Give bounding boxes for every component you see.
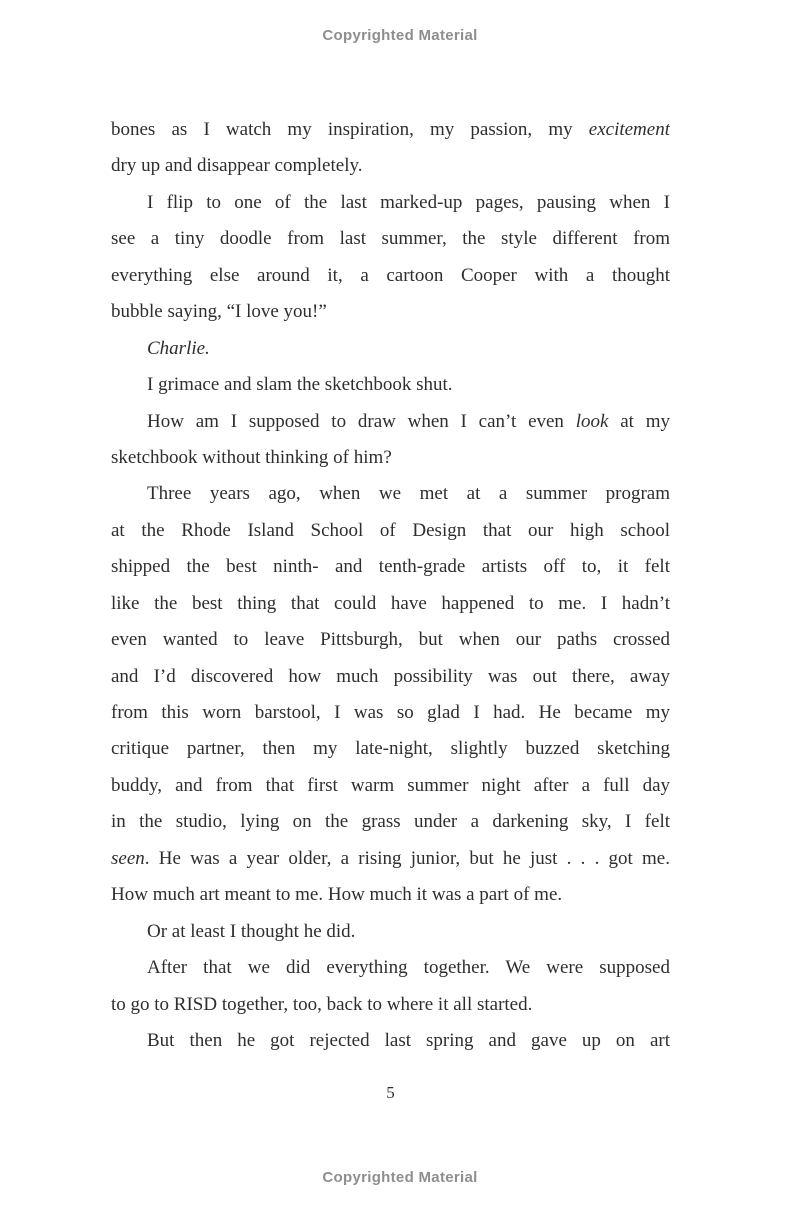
body-text: even wanted to leave Pittsburgh, but when our paths crossed [111,629,670,651]
page-body [111,112,670,1059]
text-line [111,731,670,767]
text-line [111,476,670,512]
body-text: like the best thing that could have happened to me. I hadn’t [111,592,670,614]
body-text: to go to RISD together, too, back to where it all started. [111,993,533,1015]
body-text: shipped the best ninth- and tenth-grade artists off to, it felt [111,556,670,578]
copyright-footer: Copyrighted Material [322,1169,478,1186]
body-text: sketchbook without thinking of him? [111,446,392,468]
text-line [111,148,670,184]
body-text: bones as I watch my inspiration, my passion, my [111,119,589,140]
body-text: bubble saying, “I love you!” [111,301,327,323]
italic-text: look [575,410,609,432]
text-line [111,914,670,950]
text-line [111,586,670,622]
body-text: everything else around it, a cartoon Cooper with a thought [111,264,670,286]
body-text: I flip to one of the last marked-up pages, pausing when I [147,191,670,213]
body-text: see a tiny doodle from last summer, the style different from [111,228,670,250]
body-text: in the studio, lying on the grass under a darkening sky, I felt [111,811,670,833]
text-line [111,367,670,403]
text-line [111,404,670,440]
text-line [111,221,670,257]
text-line [111,877,670,913]
body-text: at the Rhode Island School of Design that our high school [111,519,670,541]
body-text: . He was a year older, a rising junior, but he just . . . got me. [144,847,670,869]
body-text: I grimace and slam the sketchbook shut. [147,374,453,396]
text-line [111,804,670,840]
text-line [111,622,670,658]
text-line [111,513,670,549]
text-line [111,331,670,367]
copyright-header: Copyrighted Material [322,27,478,44]
text-line [111,549,670,585]
page-number: 5 [386,1083,395,1102]
text-line [111,695,670,731]
text-line [111,987,670,1023]
italic-text: seen [111,847,145,869]
body-text: dry up and disappear completely. [111,155,363,177]
body-text: How am I supposed to draw when I can’t even [147,410,576,432]
body-text: After that we did everything together. We were supposed [147,957,670,979]
text-line [111,294,670,330]
body-text: and I’d discovered how much possibility was out there, away [111,665,670,687]
text-line [111,768,670,804]
body-text: at my [608,410,670,432]
body-text: buddy, and from that first warm summer night after a full day [111,774,670,796]
text-line [111,185,670,221]
text-line [111,841,670,877]
body-text: Three years ago, when we met at a summer program [147,483,670,505]
body-text: from this worn barstool, I was so glad I had. He became my [111,702,670,723]
text-line [111,440,670,476]
body-text: But then he got rejected last spring and gave up on art [147,1029,670,1051]
italic-text: Charlie. [147,337,210,359]
body-text: How much art meant to me. How much it was a part of me. [111,884,563,906]
body-text: Or at least I thought he did. [147,920,356,942]
text-line [111,659,670,695]
text-line [111,1023,670,1059]
body-text: critique partner, then my late-night, slightly buzzed sketching [111,738,670,760]
text-line [111,112,670,148]
text-line [111,950,670,986]
italic-text: excitement [588,119,670,140]
text-line [111,258,670,294]
